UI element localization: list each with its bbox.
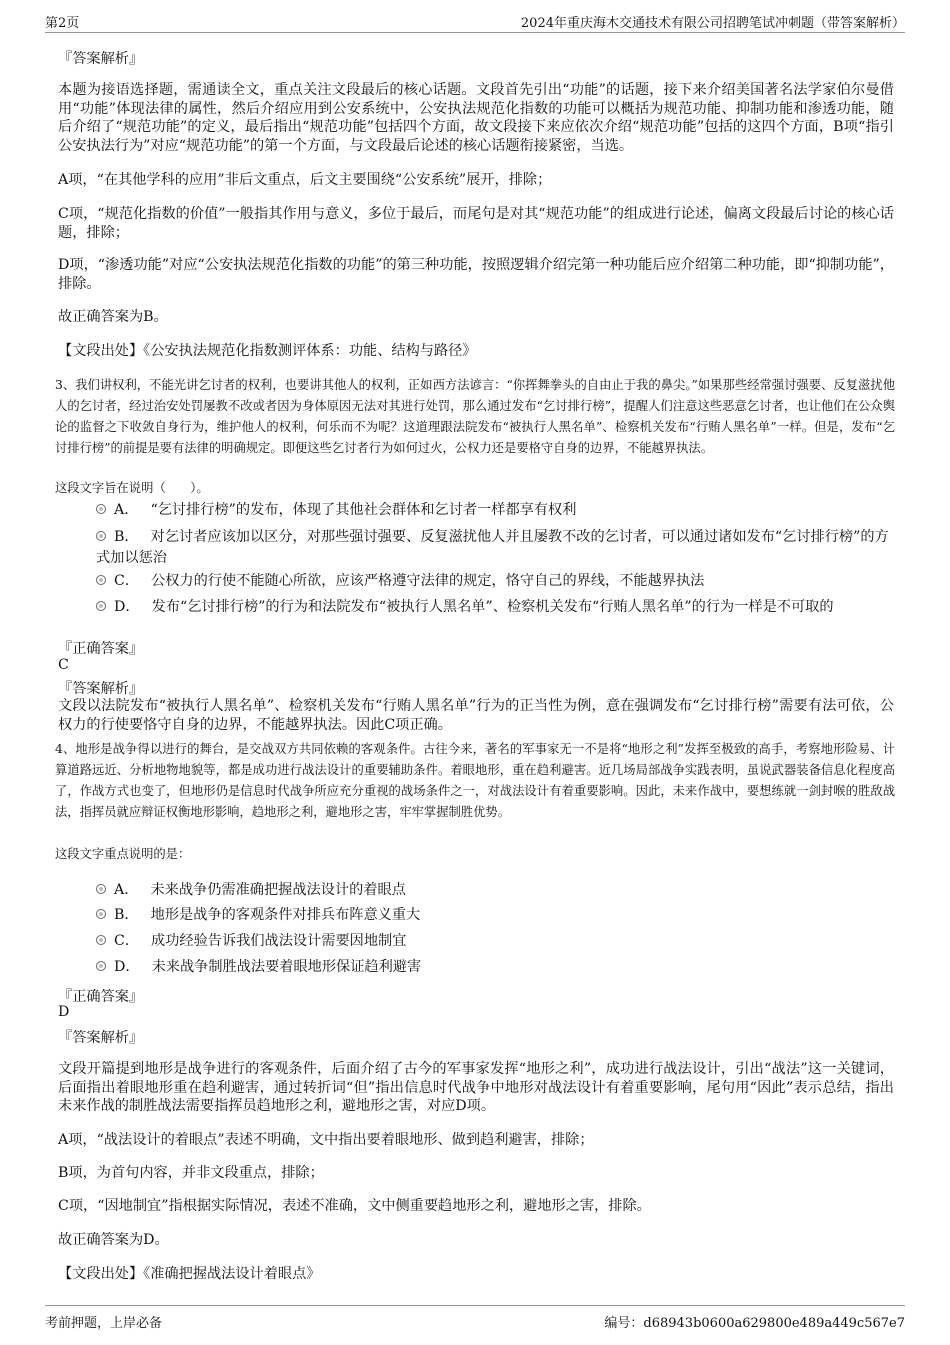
q3-option-d[interactable] <box>96 597 894 618</box>
radio-icon[interactable] <box>96 935 106 945</box>
radio-icon[interactable] <box>96 601 106 611</box>
q3-analysis: 文段以法院发布“被执行人黑名单”、检察机关发布“行贿人黑名单”行为的正当性为例，意在强调发布“乞讨排行榜”需要有法可依，公权力的行使要恪守自身的边界，不能越界执法。因此C项正确。 <box>58 698 894 733</box>
page-footer <box>45 1305 905 1331</box>
q4-analysis-label: 『答案解析』 <box>58 1030 144 1046</box>
q4-option-c[interactable] <box>96 931 894 952</box>
q2-analysis-option-c: C项，“规范化指数的价值”一般指其作用与意义，多位于最后，而尾句是对其“规范功能”的组成进行论述，偏离文段最后讨论的核心话题，排除； <box>58 206 894 241</box>
q4-option-b[interactable] <box>96 905 894 926</box>
q2-source: 【文段出处】《公安执法规范化指数测评体系：功能、结构与路径》 <box>58 343 477 359</box>
q4-option-a[interactable] <box>96 880 894 901</box>
radio-icon[interactable] <box>96 531 106 541</box>
q3-stem: 3、我们讲权利，不能光讲乞讨者的权利，也要讲其他人的权利，正如西方法谚言：“你挥舞拳头的自由止于我的鼻尖。”如果那些经常强讨强要、反复滋扰他人的乞讨者，经过治安处罚屡教不改或者因为身体原因无法对其进行处罚，那么通过发布“乞讨排行榜”，提醒人们注意这些恶意乞讨者，也让他们在公众舆论的监督之下收敛自身行为，维护他人的权利，何乐而不为呢？这道理跟法院发布“被执行人黑名单”、检察机关发布“行贿人黑名单”一样。但是，发布“乞讨排行榜”的前提是要有法律的明确规定。即便这些乞讨者行为如何过火，公权力还是要格守自身的边界，不能越界执法。 <box>55 378 895 455</box>
q2-conclusion: 故正确答案为B。 <box>58 309 168 325</box>
radio-icon[interactable] <box>96 961 106 971</box>
radio-icon[interactable] <box>96 909 106 919</box>
code-label: 编号： <box>604 1316 644 1331</box>
q4-analysis-option-a: A项，“战法设计的着眼点”表述不明确，文中指出要着眼地形、做到趋利避害，排除； <box>58 1132 594 1148</box>
option-letter: B． <box>114 529 139 545</box>
option-text: 发布“乞讨排行榜”的行为和法院发布“被执行人黑名单”、检察机关发布“行贿人黑名单”的行为一样是不可取的 <box>151 599 834 615</box>
option-letter: D． <box>114 599 140 615</box>
q3-option-b[interactable] <box>96 527 894 569</box>
option-text: 公权力的行使不能随心所欲，应该严格遵守法律的规定，恪守自己的界线，不能越界执法 <box>151 573 705 589</box>
option-letter: B． <box>114 907 139 923</box>
radio-icon[interactable] <box>96 884 106 894</box>
q2-analysis-main: 本题为接语选择题，需通读全文，重点关注文段最后的核心话题。文段首先引出“功能”的话题，接下来介绍美国著名法学家伯尔曼借用“功能”体现法律的属性，然后介绍应用到公安系统中，公安执法规范化指数的功能可以概括为规范功能、抑制功能和渗透功能，随后介绍了“规范功能”的定义，最后指出“规范功能”包括四个方面，故文段接下来应依次介绍“规范功能”包括的这四个方面，B项“指引公安执法行为”对应“规范功能”的第一个方面，与文段最后论述的核心话题衔接紧密，当选。 <box>58 82 894 154</box>
option-text: 地形是战争的客观条件对排兵布阵意义重大 <box>150 907 421 923</box>
q3-question: 这段文字旨在说明（ ）。 <box>55 481 209 495</box>
option-letter: C． <box>114 933 140 949</box>
q4-answer: D <box>58 1004 70 1020</box>
q4-analysis-option-b: B项，为首句内容，并非文段重点，排除； <box>58 1165 324 1181</box>
q3-option-a[interactable] <box>96 500 894 521</box>
q4-option-d[interactable] <box>96 957 894 978</box>
option-text: 对乞讨者应该加以区分，对那些强讨强要、反复滋扰他人并且屡教不改的乞讨者，可以通过诸如发布“乞讨排行榜”的方式加以惩治 <box>96 529 889 566</box>
option-text: 成功经验告诉我们战法设计需要因地制宜 <box>151 933 407 949</box>
q3-answer-label: 『正确答案』 <box>58 641 144 657</box>
option-letter: C． <box>114 573 140 589</box>
document-code <box>604 1312 905 1331</box>
q2-analysis-option-d: D项，“渗透功能”对应“公安执法规范化指数的功能”的第三种功能，按照逻辑介绍完第一种功能后应介绍第二种功能，即“抑制功能”，排除。 <box>58 257 894 292</box>
option-letter: A． <box>114 502 139 518</box>
document-title: 2024年重庆海木交通技术有限公司招聘笔试冲刺题（带答案解析） <box>520 16 905 31</box>
q3-analysis-label: 『答案解析』 <box>58 681 144 697</box>
radio-icon[interactable] <box>96 575 106 585</box>
q4-analysis-option-c: C项，“因地制宜”指根据实际情况，表述不准确，文中侧重要趋地形之利，避地形之害，排除。 <box>58 1198 651 1214</box>
option-text: 未来战争制胜战法要着眼地形保证趋利避害 <box>151 959 422 975</box>
option-text: 未来战争仍需准确把握战法设计的着眼点 <box>150 882 406 898</box>
option-text: “乞讨排行榜”的发布，体现了其他社会群体和乞讨者一样都享有权利 <box>150 502 577 518</box>
q4-source: 【文段出处】《准确把握战法设计着眼点》 <box>58 1266 321 1282</box>
q3-answer: C <box>58 657 69 673</box>
page-header <box>45 10 905 33</box>
option-letter: A． <box>114 882 139 898</box>
code-value: d68943b0600a629800e489a449c567e7 <box>643 1316 905 1331</box>
q4-question: 这段文字重点说明的是： <box>55 847 191 861</box>
q4-stem: 4、地形是战争得以进行的舞台，是交战双方共同依赖的客观条件。古往今来，著名的军事家无一不是将“地形之利”发挥至极致的高手，考察地形险易、计算道路远近、分析地物地貌等，都是成功进行战法设计的重要辅助条件。着眼地形，重在趋利避害。近几场局部战争实践表明，虽说武器装备信息化程度高了，作战方式也变了，但地形仍是信息时代战争所应充分重视的战场条件之一，对战法设计有着重要影响。因此，未来作战中，要想练就一剑封喉的胜敌战法，指挥员就应辩证权衡地形影响，趋地形之利，避地形之害，牢牢掌握制胜优势。 <box>55 742 895 819</box>
page-number: 第2页 <box>45 16 80 31</box>
q4-conclusion: 故正确答案为D。 <box>58 1232 169 1248</box>
footer-slogan: 考前押题，上岸必备 <box>45 1316 163 1331</box>
q4-analysis-main: 文段开篇提到地形是战争进行的客观条件，后面介绍了古今的军事家发挥“地形之利”，成功进行战法设计，引出“战法”这一关键词，后面指出着眼地形重在趋利避害，通过转折词“但”指出信息时代战争中地形对战法设计有着重要影响，尾句用“因此”表示总结，指出未来作战的制胜战法需要指挥员趋地形之利，避地形之害，对应D项。 <box>58 1061 894 1114</box>
option-letter: D． <box>114 959 140 975</box>
q4-answer-label: 『正确答案』 <box>58 989 144 1005</box>
radio-icon[interactable] <box>96 504 106 514</box>
q2-analysis-label: 『答案解析』 <box>58 51 144 67</box>
q2-analysis-option-a: A项，“在其他学科的应用”非后文重点，后文主要围绕“公安系统”展开，排除； <box>58 172 552 188</box>
q3-option-c[interactable] <box>96 571 894 592</box>
